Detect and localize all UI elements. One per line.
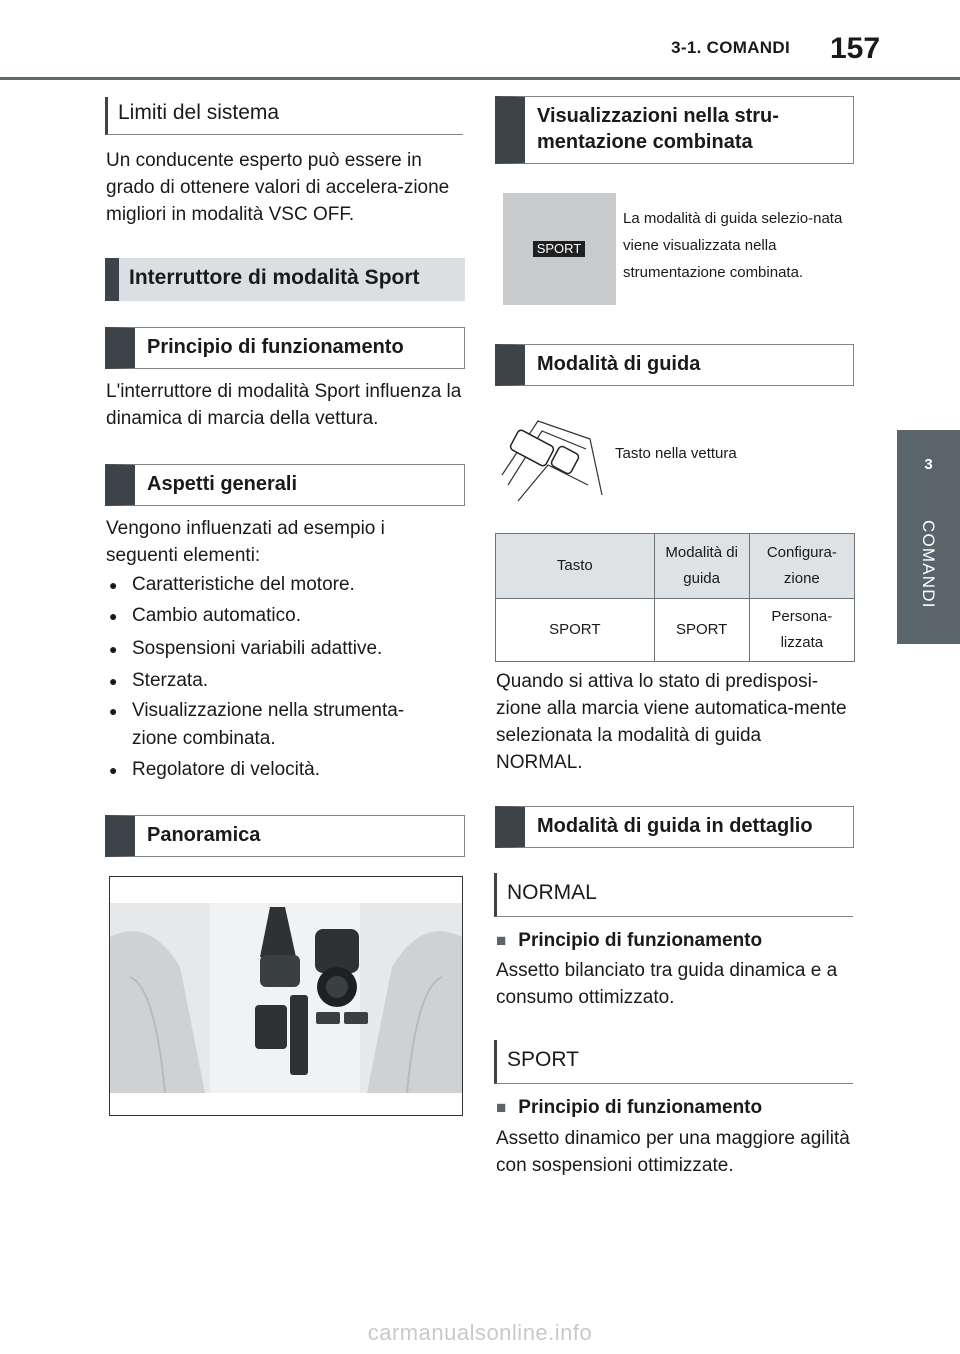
chapter-number: 3 — [924, 456, 933, 473]
table-cell: SPORT — [496, 599, 655, 662]
bullet-item: ● Caratteristiche del motore. — [106, 570, 462, 600]
bullet-item: ● Visualizzazione nella strumenta-zione combinata. — [106, 697, 432, 753]
display-image — [503, 193, 616, 305]
section-title: 3-1. COMANDI — [671, 38, 790, 57]
normal-text: Assetto bilanciato tra guida dinamica e a consumo ottimizzato. — [496, 960, 838, 1008]
general-intro: Vengono influenzati ad esempio i seguenti elementi: — [106, 518, 385, 566]
limits-text: Un conducente esperto può essere in grado di ottenere valori di accelera-zione migliori in modalità VSC OFF. — [106, 150, 450, 225]
table-header-cell: Configura-zione — [749, 534, 854, 599]
heading-display: Visualizzazioni nella stru-mentazione combinata — [495, 96, 854, 164]
heading-general: Aspetti generali — [105, 464, 465, 506]
driving-mode-table — [495, 533, 855, 662]
heading-sport-switch: Interruttore di modalità Sport — [105, 258, 465, 301]
table-cell: SPORT — [654, 599, 749, 662]
sport-display-badge: SPORT — [533, 241, 585, 257]
display-caption: La modalità di guida selezio-nata viene visualizzata nella strumentazione combinata. — [623, 210, 843, 281]
table-header-cell: Tasto — [496, 534, 655, 599]
bullet-item: ● Regolatore di velocità. — [106, 755, 462, 785]
bullet-item: ● Cambio automatico. — [106, 601, 462, 631]
bullet-item: ● Sterzata. — [106, 666, 462, 696]
center-console-image — [109, 876, 463, 1116]
chapter-label: COMANDI — [919, 520, 938, 609]
watermark: carmanualsonline.info — [367, 1320, 593, 1345]
principle-text: L'interruttore di modalità Sport influenza la dinamica di marcia della vettura. — [106, 381, 462, 429]
table-cell: Persona-lizzata — [749, 599, 854, 662]
table-header-cell: Modalità di guida — [654, 534, 749, 599]
sport-button-image — [498, 405, 606, 509]
button-caption: Tasto nella vettura — [615, 445, 737, 462]
table-row — [496, 599, 855, 662]
heading-detail: Modalità di guida in dettaglio — [495, 806, 854, 848]
heading-overview: Panoramica — [105, 815, 465, 857]
page-number: 157 — [830, 32, 881, 65]
heading-limits: Limiti del sistema — [105, 97, 463, 135]
standby-text: Quando si attiva lo stato di predisposi-zione alla marcia viene automatica-mente selezionata la modalità di guida NORMAL. — [496, 671, 847, 773]
heading-principle: Principio di funzionamento — [105, 327, 465, 369]
heading-driving-mode: Modalità di guida — [495, 344, 854, 386]
table-header-row — [496, 534, 855, 599]
sport-subheading: ■ Principio di funzionamento — [496, 1097, 762, 1119]
bullet-item: ● Sospensioni variabili adattive. — [106, 634, 462, 664]
heading-sport: SPORT — [494, 1040, 853, 1084]
sport-text: Assetto dinamico per una maggiore agilità con sospensioni ottimizzate. — [496, 1128, 850, 1176]
heading-normal: NORMAL — [494, 873, 853, 917]
header-rule — [0, 77, 960, 80]
normal-subheading: ■ Principio di funzionamento — [496, 930, 762, 952]
